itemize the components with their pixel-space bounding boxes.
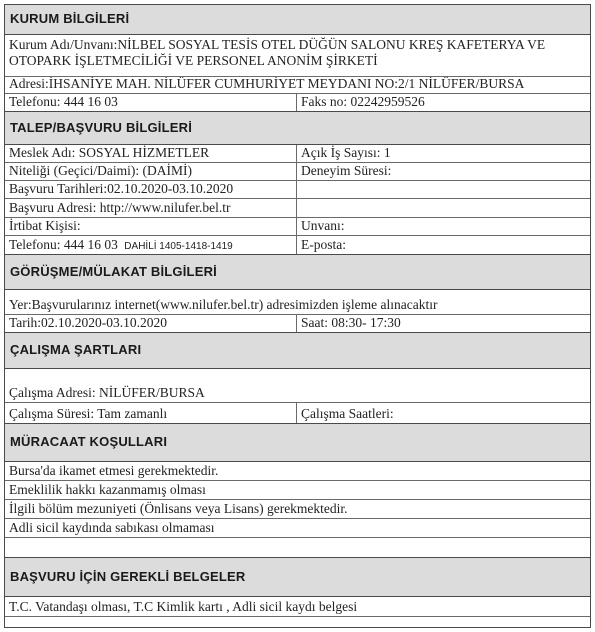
telefon-faks-row <box>5 94 590 111</box>
kurum-adi: Kurum Adı/Unvanı:NİLBEL SOSYAL TESİS OTEL DÜĞÜN SALONU KREŞ KAFETERYA VE OTOPARK İŞLETMECİLİĞİ VE PERSONEL ANONİM ŞİRKETİ <box>9 37 546 68</box>
acik-is-sayisi: Açık İş Sayısı: 1 <box>301 145 391 161</box>
gorusme-tarih-row <box>5 315 590 332</box>
job-posting-form <box>4 4 591 628</box>
section-title: MÜRACAAT KOŞULLARI <box>10 434 168 450</box>
muracaat-empty-row <box>5 538 590 557</box>
section-header-talep <box>5 111 590 145</box>
kosul-text: Emeklilik hakkı kazanmamış olması <box>9 482 206 498</box>
section-header-gorusme <box>5 254 590 290</box>
kurum-adi-row <box>5 35 590 77</box>
basvuru-tarih-row <box>5 181 590 199</box>
calisma-saatleri: Çalışma Saatleri: <box>301 406 394 422</box>
telefon-dahili: DAHİLİ 1405-1418-1419 <box>124 240 233 252</box>
section-header-muracaat <box>5 423 590 462</box>
section-header-kurum <box>5 5 590 35</box>
empty-cell <box>5 617 590 627</box>
belge-text: T.C. Vatandaşı olması, T.C Kimlik kartı , Adli sicil kaydı belgesi <box>9 599 358 615</box>
calisma-adresi: Çalışma Adresi: NİLÜFER/BURSA <box>9 385 205 401</box>
section-header-calisma <box>5 332 590 369</box>
section-title: TALEP/BAŞVURU BİLGİLERİ <box>10 119 193 135</box>
nitelik-row <box>5 163 590 181</box>
kosul-text: Adli sicil kaydında sabıkası olmaması <box>9 520 215 536</box>
muracaat-item <box>5 519 590 538</box>
gorusme-yer-row <box>5 290 590 315</box>
section-title: GÖRÜŞME/MÜLAKAT BİLGİLERİ <box>10 263 217 279</box>
talep-telefon-row <box>5 236 590 254</box>
calisma-adres-row <box>5 369 590 403</box>
basvuru-tarihleri: Başvuru Tarihleri:02.10.2020-03.10.2020 <box>5 181 297 198</box>
section-title: BAŞVURU İÇİN GEREKLİ BELGELER <box>10 568 246 584</box>
kurum-adres: Adresi:İHSANİYE MAH. NİLÜFER CUMHURİYET MEYDANI NO:2/1 NİLÜFER/BURSA <box>9 77 525 92</box>
talep-telefon <box>5 236 297 254</box>
kosul-text: Bursa'da ikamet etmesi gerekmektedir. <box>9 463 219 479</box>
irtibat-kisisi: İrtibat Kişisi: <box>5 218 297 235</box>
calisma-sure-row <box>5 403 590 423</box>
basvuru-adres-row <box>5 199 590 218</box>
meslek-adi: Meslek Adı: SOSYAL HİZMETLER <box>5 145 297 162</box>
belge-empty-row <box>5 617 590 627</box>
section-header-belgeler <box>5 557 590 597</box>
muracaat-item <box>5 500 590 519</box>
gorusme-saat: Saat: 08:30- 17:30 <box>301 315 401 331</box>
basvuru-adresi: Başvuru Adresi: http://www.nilufer.bel.tr <box>5 199 297 217</box>
unvani: Unvanı: <box>301 218 345 234</box>
section-title: ÇALIŞMA ŞARTLARI <box>10 342 142 358</box>
telefon-main: Telefonu: 444 16 03 <box>9 237 122 253</box>
irtibat-row <box>5 218 590 236</box>
empty-cell <box>297 181 590 198</box>
empty-cell <box>5 538 590 557</box>
kurum-faks: Faks no: 02242959526 <box>301 94 425 110</box>
muracaat-item <box>5 481 590 500</box>
gorusme-tarih: Tarih:02.10.2020-03.10.2020 <box>5 315 297 332</box>
adres-row <box>5 77 590 94</box>
deneyim-suresi: Deneyim Süresi: <box>301 163 392 179</box>
e-posta: E-posta: <box>301 237 346 253</box>
calisma-suresi: Çalışma Süresi: Tam zamanlı <box>5 403 297 423</box>
kosul-text: İlgili bölüm mezuniyeti (Önlisans veya Lisans) gerekmektedir. <box>9 501 348 517</box>
meslek-row <box>5 145 590 163</box>
section-title: KURUM BİLGİLERİ <box>10 11 130 27</box>
niteligi: Niteliği (Geçici/Daimi): (DAİMİ) <box>5 163 297 180</box>
empty-cell <box>297 199 590 217</box>
belge-item <box>5 597 590 617</box>
muracaat-item <box>5 462 590 481</box>
gorusme-yer: Yer:Başvurularınız internet(www.nilufer.bel.tr) adresimizden işleme alınacaktır <box>9 297 438 313</box>
kurum-telefon: Telefonu: 444 16 03 <box>5 94 297 111</box>
